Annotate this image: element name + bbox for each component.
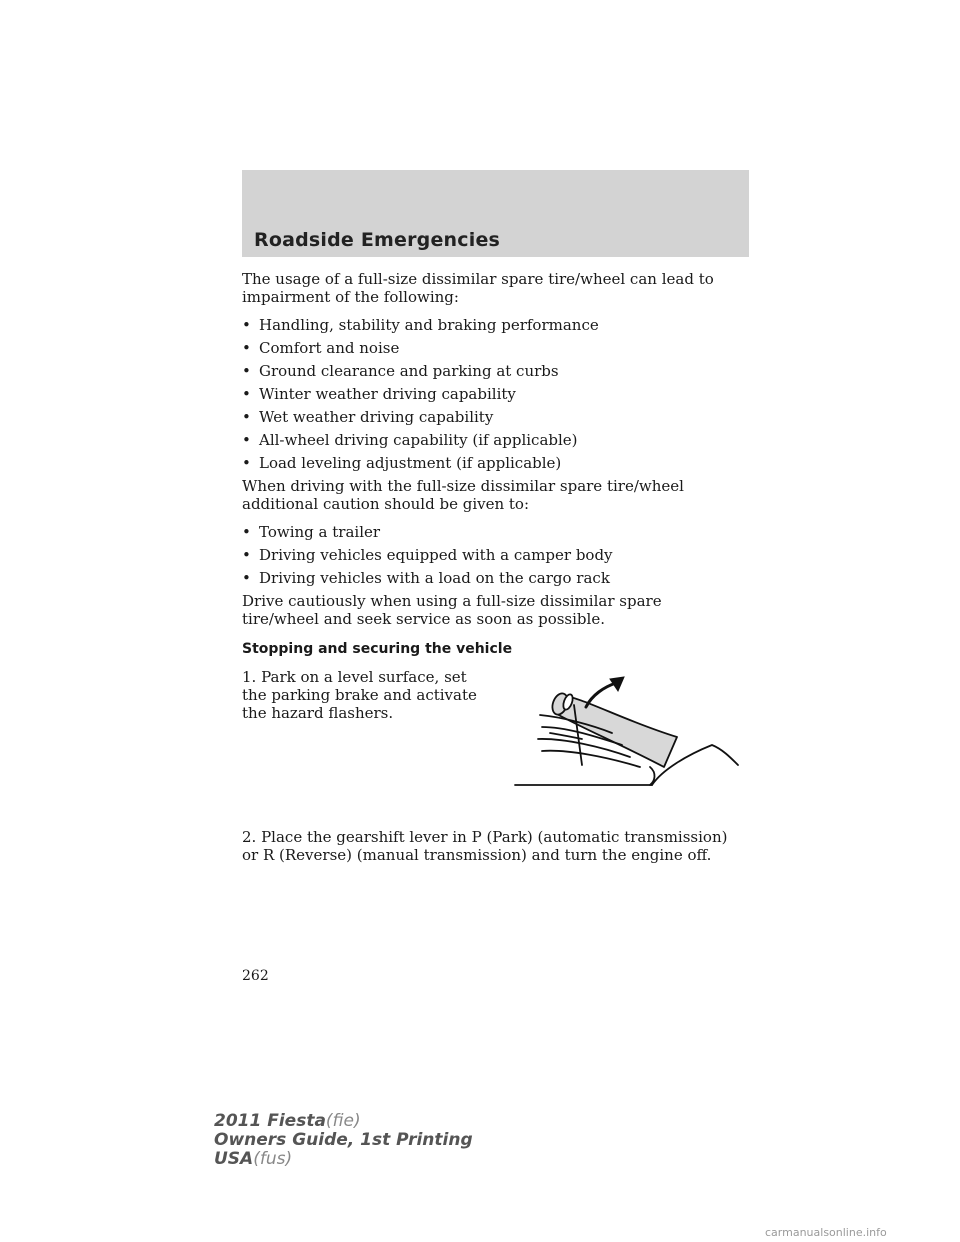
list-item: • All-wheel driving capability (if applicable) [242, 431, 578, 449]
caution-paragraph: When driving with the full-size dissimilar spare tire/wheel additional caution should be given to: [242, 477, 684, 513]
caution-list [242, 523, 742, 587]
list-item: • Ground clearance and parking at curbs [242, 362, 559, 380]
step-1: 1. Park on a level surface, set the parking brake and activate the hazard flashers. [242, 668, 477, 722]
list-item: • Driving vehicles with a load on the cargo rack [242, 569, 610, 587]
page-number: 262 [242, 968, 269, 984]
impairment-list [242, 316, 742, 472]
list-item: • Comfort and noise [242, 339, 400, 357]
parking-brake-lever-illustration [512, 675, 744, 790]
section-title: Roadside Emergencies [254, 229, 501, 251]
page-content [242, 270, 742, 722]
intro-paragraph: The usage of a full-size dissimilar spare tire/wheel can lead to impairment of the following: [242, 270, 714, 306]
list-item: • Load leveling adjustment (if applicable) [242, 454, 562, 472]
list-item: • Handling, stability and braking performance [242, 316, 599, 334]
section-heading: Stopping and securing the vehicle [242, 641, 513, 657]
print-footer: 2011 Fiesta(fie) Owners Guide, 1st Printing USA(fus) [214, 1111, 473, 1169]
drive-note-paragraph: Drive cautiously when using a full-size dissimilar spare tire/wheel and seek service as soon as possible. [242, 592, 662, 628]
watermark-text: carmanualsonline.info [765, 1226, 887, 1239]
step-2: 2. Place the gearshift lever in P (Park) (automatic transmission) or R (Reverse) (manual transmission) and turn the engine off. [242, 828, 728, 864]
list-item: • Towing a trailer [242, 523, 381, 541]
list-item: • Wet weather driving capability [242, 408, 494, 426]
list-item: • Winter weather driving capability [242, 385, 516, 403]
list-item: • Driving vehicles equipped with a camper body [242, 546, 613, 564]
